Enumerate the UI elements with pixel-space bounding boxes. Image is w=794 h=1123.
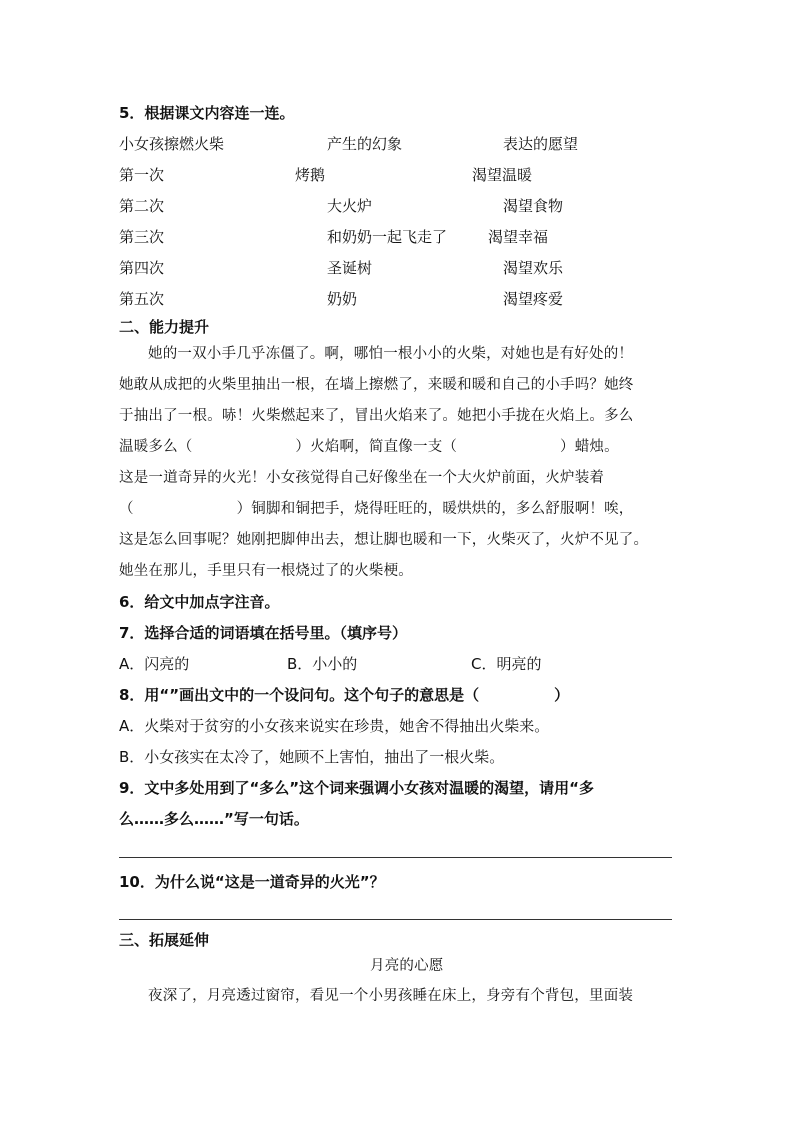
passage-line-3: 于抽出了一根。哧！火柴燃起来了，冒出火焰来了。她把小手拢在火焰上。多么: [119, 408, 634, 424]
q5-row2-col2: 大火炉: [327, 197, 373, 215]
q6-title: 6．给文中加点字注音。: [119, 593, 280, 611]
q10-answer-line: [119, 919, 672, 920]
q8-title: 8．用“”画出文中的一个设问句。这个句子的意思是（ ）: [119, 686, 570, 704]
q5-row1-col1: 第一次: [119, 166, 165, 184]
passage-line-7: 这是怎么回事呢？她刚把脚伸出去，想让脚也暖和一下，火柴灭了，火炉不见了。: [119, 532, 649, 548]
passage-line-4: 温暖多么（ ）火焰啊，简直像一支（ ）蜡烛。: [119, 439, 619, 455]
q5-row3-col3: 渴望幸福: [488, 228, 549, 246]
passage-line-2: 她敢从成把的火柴里抽出一根，在墙上擦燃了，来暖和暖和自己的小手吗？她终: [119, 377, 634, 393]
passage-line-5: 这是一道奇异的火光！小女孩觉得自己好像坐在一个大火炉前面，火炉装着: [119, 470, 605, 486]
q7-option-b: B．小小的: [287, 655, 358, 673]
q5-title: 5．根据课文内容连一连。: [119, 104, 295, 122]
q10-title: 10．为什么说“这是一道奇异的火光”？: [119, 873, 385, 891]
q5-row4-col3: 渴望欢乐: [503, 259, 564, 277]
q5-header-col3: 表达的愿望: [503, 135, 579, 153]
q5-row2-col3: 渴望食物: [503, 197, 564, 215]
q7-option-a: A．闪亮的: [119, 655, 190, 673]
q5-header-col2: 产生的幻象: [327, 135, 403, 153]
q7-option-c: C．明亮的: [471, 655, 542, 673]
q5-row5-col1: 第五次: [119, 290, 165, 308]
q5-row3-col2: 和奶奶一起飞走了: [327, 228, 448, 246]
passage-line-8: 她坐在那儿，手里只有一根烧过了的火柴梗。: [119, 563, 413, 579]
q5-row1-col2: 烤鹅: [295, 166, 326, 184]
q5-row3-col1: 第三次: [119, 228, 165, 246]
q7-title: 7．选择合适的词语填在括号里。（填序号）: [119, 624, 407, 642]
section3-title: 三、拓展延伸: [119, 931, 210, 949]
q5-row4-col1: 第四次: [119, 259, 165, 277]
story-title: 月亮的心愿: [370, 958, 444, 974]
q9-line-2: 么……多么……”写一句话。: [119, 810, 309, 828]
q5-row1-col3: 渴望温暖: [472, 166, 533, 184]
q5-header-col1: 小女孩擦燃火柴: [119, 135, 225, 153]
q8-option-b: B．小女孩实在太冷了，她顾不上害怕，抽出了一根火柴。: [119, 748, 505, 766]
q5-row2-col1: 第二次: [119, 197, 165, 215]
q5-row5-col3: 渴望疼爱: [503, 290, 564, 308]
story-first-line: 夜深了，月亮透过窗帘，看见一个小男孩睡在床上，身旁有个背包，里面装: [148, 988, 634, 1004]
section2-title: 二、能力提升: [119, 318, 210, 336]
q8-option-a: A．火柴对于贫穷的小女孩来说实在珍贵，她舍不得抽出火柴来。: [119, 717, 550, 735]
passage-line-1: 她的一双小手几乎冻僵了。啊，哪怕一根小小的火柴，对她也是有好处的！: [148, 346, 634, 362]
q9-line-1: 9．文中多处用到了“多么”这个词来强调小女孩对温暖的渴望，请用“多: [119, 779, 595, 797]
q5-row4-col2: 圣诞树: [327, 259, 373, 277]
q9-answer-line: [119, 857, 672, 858]
passage-line-6: （ ）铜脚和铜把手，烧得旺旺的，暖烘烘的，多么舒服啊！唉，: [119, 501, 634, 517]
q5-row5-col2: 奶奶: [327, 290, 358, 308]
